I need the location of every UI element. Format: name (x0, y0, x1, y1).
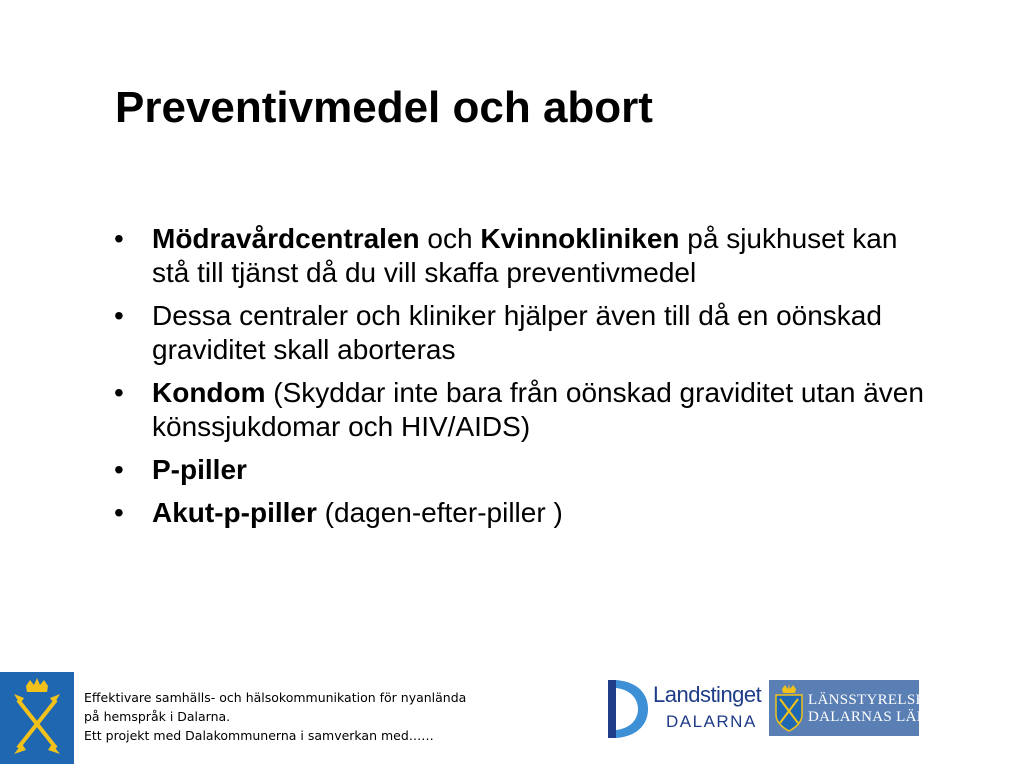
footer-text (84, 688, 466, 745)
bullet-text: Dessa centraler och kliniker hjälper även till då en oönskad graviditet skall aborteras (152, 300, 882, 365)
bullet-item (110, 453, 940, 487)
slide-title: Preventivmedel och abort (115, 83, 653, 132)
footer-line-1: Effektivare samhälls- och hälsokommunikation för nyanlända (84, 690, 467, 705)
bullet-item (110, 376, 940, 444)
dalarna-crest-logo (0, 672, 74, 764)
footer-line-2: på hemspråk i Dalarna. (84, 709, 231, 724)
footer-line-3: Ett projekt med Dalakommunerna i samverkan med…… (84, 728, 434, 743)
bullet-bold-text: Akut-p-piller (152, 497, 317, 528)
bullet-bold-text: Kvinnokliniken (480, 223, 680, 254)
lansstyrelsen-line-1: LÄNSSTYRELSEN (808, 692, 937, 708)
bullet-bold-text: Mödravårdcentralen (152, 223, 420, 254)
lansstyrelsen-crest-icon (772, 683, 806, 733)
bullet-marker: • (114, 497, 124, 528)
bullet-marker: • (114, 223, 124, 254)
bullet-item (110, 222, 940, 290)
bullet-marker: • (114, 377, 124, 408)
landstinget-mark-icon (606, 678, 650, 740)
landstinget-sub: DALARNA (666, 712, 757, 731)
landstinget-name: Landstinget (653, 682, 762, 707)
bullet-item (110, 496, 940, 530)
bullet-list (110, 222, 940, 539)
bullet-text: och (419, 223, 481, 254)
bullet-text: (dagen-efter-piller ) (316, 497, 563, 528)
bullet-text: på sjukhuset kan stå till tjänst då du vill skaffa preventivmedel (152, 223, 898, 288)
crest-icon (0, 672, 74, 764)
landstinget-dalarna-logo (606, 678, 766, 740)
bullet-marker: • (114, 454, 124, 485)
lansstyrelsen-line-2: DALARNAS LÄN (808, 709, 928, 725)
bullet-bold-text: Kondom (152, 377, 266, 408)
bullet-bold-text: P-piller (152, 454, 247, 485)
bullet-marker: • (114, 300, 124, 331)
bullet-text: (Skyddar inte bara från oönskad graviditet utan även könssjukdomar och HIV/AIDS) (152, 377, 924, 442)
lansstyrelsen-logo (769, 680, 937, 736)
bullet-item (110, 299, 940, 367)
